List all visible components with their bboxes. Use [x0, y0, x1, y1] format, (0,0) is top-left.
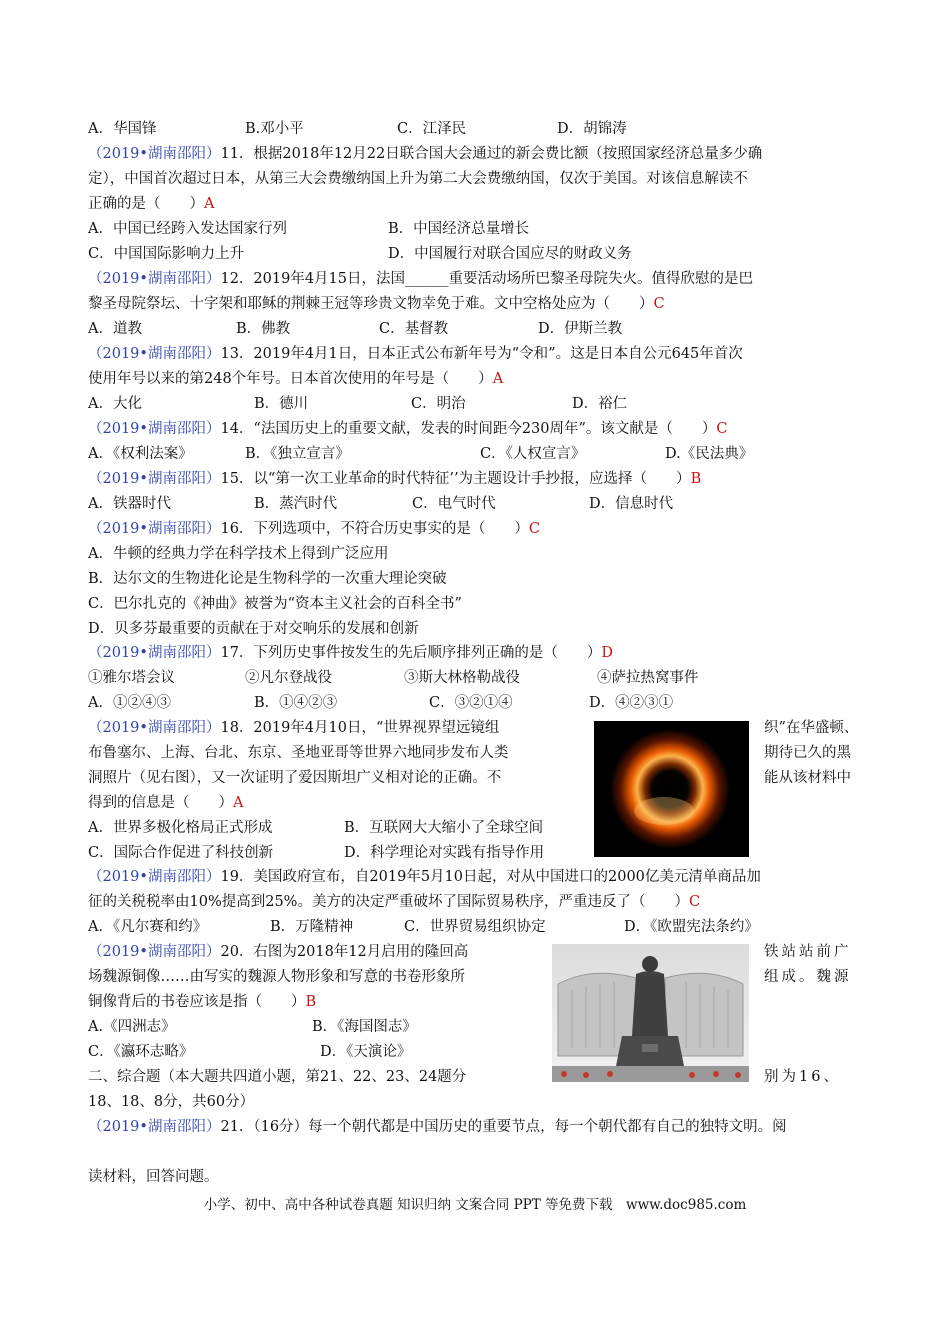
option: D．《天演论》	[320, 1044, 412, 1060]
q11-stem-line2: 定），中国首次超过日本，从第三大会费缴纳国上升为第二大会费缴纳国，仅次于美国。对该信息解读不	[88, 171, 748, 187]
black-hole-image	[594, 721, 749, 857]
q18-stem-line1: （2019•湖南邵阳）18．2019年4月10日，“世界视界望远镜组	[88, 720, 500, 736]
answer: D	[601, 645, 614, 661]
option: B．①④②③	[254, 695, 338, 711]
option: D．科学理论对实践有指导作用	[344, 845, 545, 861]
option: C．基督教	[379, 321, 449, 337]
option: A.《四洲志》	[88, 1019, 176, 1035]
option: A．《权利法案》	[88, 446, 193, 462]
option: C．国际合作促进了科技创新	[88, 845, 274, 861]
option: B．中国经济总量增长	[388, 221, 530, 237]
q18-stem-line2-right: 期待已久的黑	[764, 745, 851, 761]
option: C．《人权宣言》	[480, 446, 586, 462]
q16-option-c: C．巴尔扎克的《神曲》被誉为“资本主义社会的百科全书”	[88, 596, 462, 612]
section2-heading: 二、综合题（本大题共四道小题，第21、22、23、24题分	[88, 1069, 467, 1085]
answer: C	[528, 521, 541, 537]
q16-option-d: D．贝多芬最重要的贡献在于对交响乐的发展和创新	[88, 621, 419, 637]
section2-heading-right: 别为16、	[764, 1069, 841, 1085]
answer: C	[653, 296, 665, 312]
source-tag: （2019•湖南邵阳）	[88, 645, 221, 661]
q14-stem: （2019•湖南邵阳）14．“法国历史上的重要文献，发表的时间距今230周年”。该文献是（ ）C	[88, 421, 728, 437]
q18-stem-line3-right: 能从该材料中	[764, 770, 851, 786]
q19-stem-line1: （2019•湖南邵阳）19．美国政府宣布，自2019年5月10日起，对从中国进口的2000亿美元清单商品加	[88, 869, 761, 885]
source-tag: （2019•湖南邵阳）	[88, 521, 221, 537]
option: B.邓小平	[245, 121, 304, 137]
option: B．德川	[254, 396, 309, 412]
source-tag: （2019•湖南邵阳）	[88, 346, 221, 362]
q16-stem: （2019•湖南邵阳）16．下列选项中，不符合历史事实的是（ ）C	[88, 521, 541, 537]
source-tag: （2019•湖南邵阳）	[88, 471, 221, 487]
answer: B	[305, 994, 317, 1010]
q18-stem-line2: 布鲁塞尔、上海、台北、东京、圣地亚哥等世界六地同步发布人类	[88, 745, 509, 761]
q11-stem-line1: （2019•湖南邵阳）11．根据2018年12月22日联合国大会通过的新会费比额（按照国家经济总量多少确	[88, 146, 763, 162]
option: D．裕仁	[572, 396, 628, 412]
answer: A	[492, 371, 504, 387]
statue-image	[552, 944, 749, 1082]
option: A．世界多极化格局正式形成	[88, 820, 273, 836]
option: C．江泽民	[397, 121, 467, 137]
event-item: ④萨拉热窝事件	[597, 670, 699, 686]
q18-stem-line4: 得到的信息是（ ）A	[88, 795, 244, 811]
option: B．佛教	[236, 321, 291, 337]
option: A．大化	[88, 396, 142, 412]
option: A．道教	[88, 321, 142, 337]
option: B．《独立宣言》	[245, 446, 350, 462]
wei-yuan-statue-photo	[552, 944, 749, 1082]
black-hole-photo	[594, 721, 749, 857]
source-tag: （2019•湖南邵阳）	[88, 869, 221, 885]
answer: C	[688, 894, 701, 910]
q18-stem-line3: 洞照片（见右图），又一次证明了爱因斯坦广义相对论的正确。不	[88, 770, 502, 786]
q19-stem-line2: 征的关税税率由10%提高到25%。美方的决定严重破坏了国际贸易秩序，严重违反了（ ）C	[88, 894, 701, 910]
section2-heading-line2: 18、18、8分，共60分）	[88, 1094, 255, 1110]
answer: A	[204, 196, 215, 212]
source-tag: （2019•湖南邵阳）	[88, 146, 221, 162]
q20-stem-line1-right: 铁站站前广	[764, 944, 852, 960]
q20-stem-line2: 场魏源铜像……由写实的魏源人物形象和写意的书卷形象所	[88, 969, 465, 985]
option: D．④②③①	[589, 695, 674, 711]
option: C．③②①④	[429, 695, 513, 711]
q13-stem-line1: （2019•湖南邵阳）13．2019年4月1日，日本正式公布新年号为“令和”。这是日本自公元645年首次	[88, 346, 743, 362]
q15-stem: （2019•湖南邵阳）15．以“第一次工业革命的时代特征’’为主题设计手抄报，应选择（ ）B	[88, 471, 702, 487]
option: A．华国锋	[88, 121, 157, 137]
q21-stem-line2: 读材料，回答问题。	[88, 1169, 219, 1185]
option: C．中国国际影响力上升	[88, 246, 245, 262]
source-tag: （2019•湖南邵阳）	[88, 421, 221, 437]
page-footer: 小学、初中、高中各种试卷真题 知识归纳 文案合同 PPT 等免费下载 www.doc985.com	[203, 1197, 747, 1213]
event-item: ②凡尔登战役	[245, 670, 332, 686]
option: D.《民法典》	[665, 446, 754, 462]
q21-stem-line1: （2019•湖南邵阳）21．（16分）每一个朝代都是中国历史的重要节点，每一个朝代都有自己的独特文明。阅	[88, 1119, 787, 1135]
q16-option-a: A．牛顿的经典力学在科学技术上得到广泛应用	[88, 546, 389, 562]
q20-stem-line2-right: 组成。魏源	[764, 969, 852, 985]
option: D．胡锦涛	[557, 121, 627, 137]
answer: C	[716, 421, 728, 437]
option: A．①②④③	[88, 695, 171, 711]
event-item: ③斯大林格勒战役	[404, 670, 520, 686]
q12-stem-line1: （2019•湖南邵阳）12．2019年4月15日，法国______重要活动场所巴黎圣母院失火。值得欣慰的是巴	[88, 271, 753, 287]
option: C．《瀛环志略》	[88, 1044, 194, 1060]
option: B．万隆精神	[270, 919, 354, 935]
q16-option-b: B．达尔文的生物进化论是生物科学的一次重大理论突破	[88, 571, 447, 587]
option: D．伊斯兰教	[538, 321, 623, 337]
option: A．《凡尔赛和约》	[88, 919, 208, 935]
q12-stem-line2: 黎圣母院祭坛、十字架和耶稣的荆棘王冠等珍贵文物幸免于难。文中空格处应为（ ）C	[88, 296, 665, 312]
event-item: ①雅尔塔会议	[88, 670, 175, 686]
option: B．蒸汽时代	[254, 496, 338, 512]
option: D．中国履行对联合国应尽的财政义务	[388, 246, 632, 262]
option: D．信息时代	[589, 496, 674, 512]
q20-stem-line1: （2019•湖南邵阳）20．右图为2018年12月启用的隆回高	[88, 944, 469, 960]
option: B．互联网大大缩小了全球空间	[344, 820, 544, 836]
option: C．电气时代	[412, 496, 496, 512]
option: B．《海国图志》	[312, 1019, 417, 1035]
option: A．铁器时代	[88, 496, 171, 512]
source-tag: （2019•湖南邵阳）	[88, 271, 221, 287]
q13-stem-line2: 使用年号以来的第248个年号。日本首次使用的年号是（ ）A	[88, 371, 504, 387]
option: C．明治	[411, 396, 466, 412]
q18-stem-line1-right: 织”在华盛顿、	[764, 720, 859, 736]
q17-stem: （2019•湖南邵阳）17．下列历史事件按发生的先后顺序排列正确的是（ ）D	[88, 645, 614, 661]
q11-stem-line3: 正确的是（ ）A	[88, 196, 215, 212]
answer: A	[233, 795, 244, 811]
source-tag: （2019•湖南邵阳）	[88, 720, 221, 736]
source-tag: （2019•湖南邵阳）	[88, 944, 221, 960]
option: A．中国已经跨入发达国家行列	[88, 221, 287, 237]
q20-stem-line3: 铜像背后的书卷应该是指（ ）B	[88, 994, 317, 1010]
option: C．世界贸易组织协定	[404, 919, 546, 935]
source-tag: （2019•湖南邵阳）	[88, 1119, 221, 1135]
answer: B	[690, 471, 702, 487]
option: D．《欧盟宪法条约》	[624, 919, 759, 935]
